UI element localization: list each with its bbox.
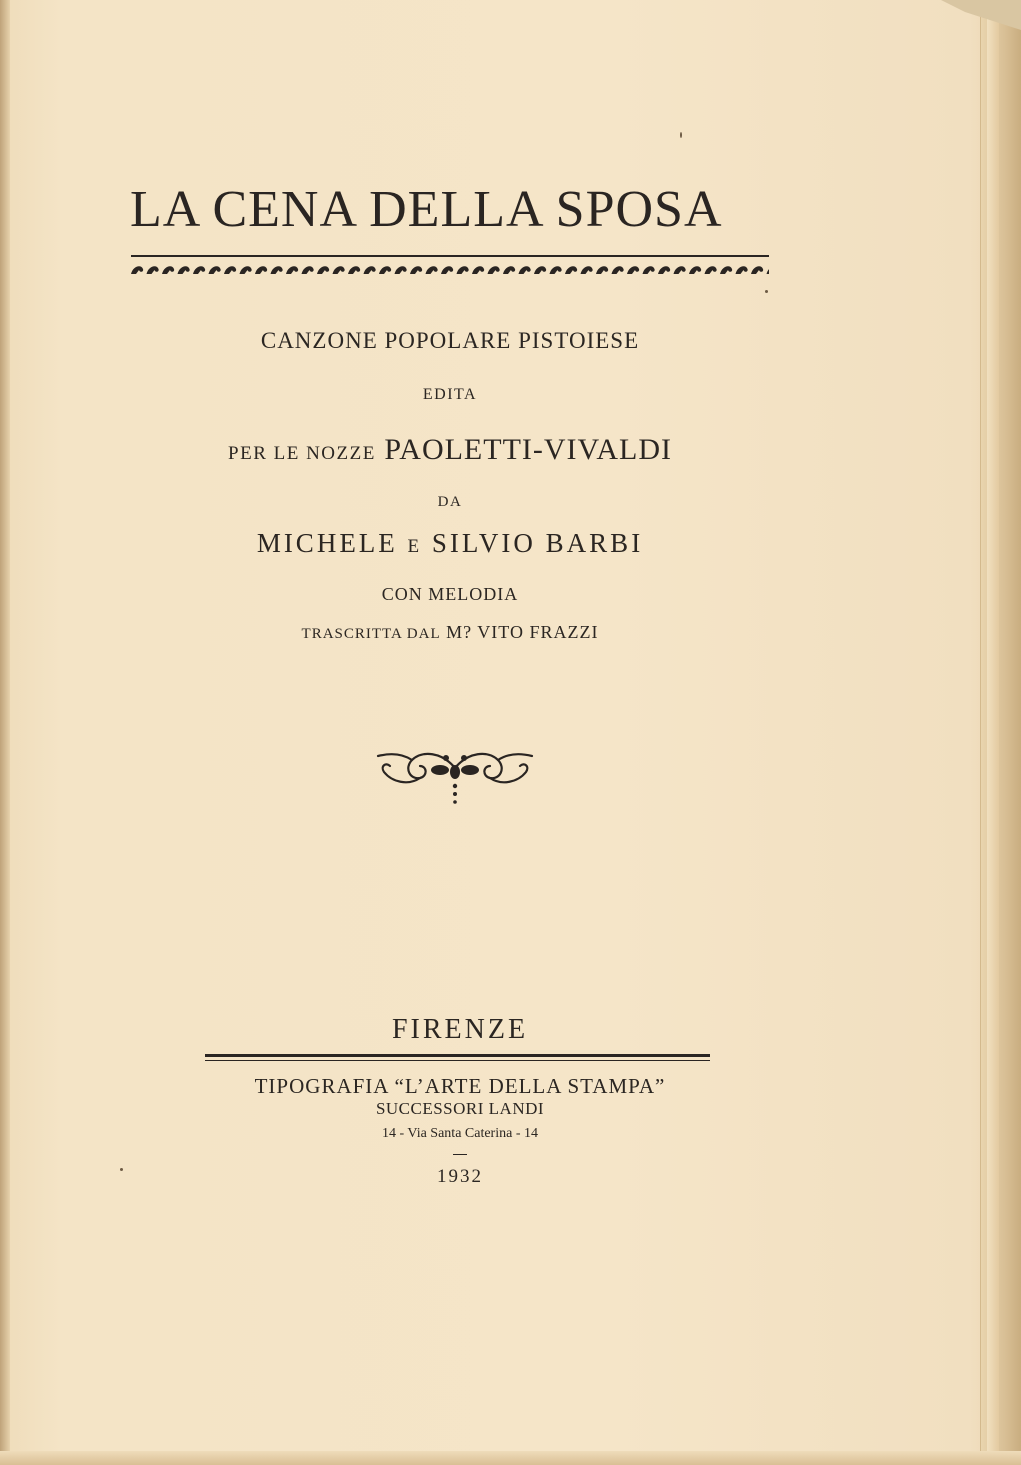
wave-motif <box>333 266 345 274</box>
year-line: 1932 <box>437 1166 483 1187</box>
year-separator <box>453 1154 467 1155</box>
wave-motif <box>348 266 360 274</box>
da-line: DA <box>437 494 463 510</box>
city-line: FIRENZE <box>391 1014 529 1045</box>
wave-motif <box>131 266 143 274</box>
wave-motif <box>472 266 484 274</box>
book-spine-edge <box>0 0 10 1465</box>
wave-motif <box>441 266 453 274</box>
page-edge-stack <box>980 0 1021 1465</box>
wave-motif <box>395 266 407 274</box>
wave-motif <box>488 266 500 274</box>
nozze-line <box>150 433 750 467</box>
wave-motif <box>596 266 608 274</box>
wave-motif <box>581 266 593 274</box>
title-rule <box>131 255 769 257</box>
wave-motif <box>550 266 562 274</box>
bottom-page-edge <box>0 1451 1021 1465</box>
wave-motif <box>643 266 655 274</box>
wave-motif <box>410 266 422 274</box>
wave-motif <box>519 266 531 274</box>
wave-motif <box>302 266 314 274</box>
wave-motif <box>364 266 376 274</box>
wave-motif <box>457 266 469 274</box>
publisher-line: TIPOGRAFIA “L’ARTE DELLA STAMPA” <box>254 1074 666 1098</box>
trascritta-line <box>150 622 750 643</box>
subtitle: CANZONE POPOLARE PISTOIESE <box>260 328 640 353</box>
melodia-line: CON MELODIA <box>381 584 519 604</box>
wave-motif <box>627 266 639 274</box>
wave-motif <box>240 266 252 274</box>
wave-motif <box>224 266 236 274</box>
wave-motif <box>147 266 159 274</box>
page-edge-inner <box>987 0 999 1465</box>
author-conjunction: E <box>407 536 423 557</box>
wave-motif <box>209 266 221 274</box>
page-title: LA CENA DELLA SPOSA <box>130 181 723 238</box>
wave-motif <box>286 266 298 274</box>
address-line: 14 - Via Santa Caterina - 14 <box>382 1126 538 1141</box>
wave-motif <box>612 266 624 274</box>
wave-border-ornament <box>131 262 769 276</box>
successors-line: SUCCESSORI LANDI <box>375 1099 545 1118</box>
wave-motif <box>379 266 391 274</box>
wave-motif <box>534 266 546 274</box>
nozze-prefix: PER LE NOZZE <box>228 443 376 464</box>
trascritta-prefix: TRASCRITTA DAL <box>301 626 441 642</box>
wave-motif <box>658 266 670 274</box>
wave-motif <box>767 266 770 274</box>
wave-motif <box>689 266 701 274</box>
wave-motif <box>255 266 267 274</box>
nozze-names: PAOLETTI-VIVALDI <box>384 433 672 466</box>
author-michele: MICHELE <box>256 528 398 558</box>
wave-motif <box>193 266 205 274</box>
wave-motif <box>736 266 748 274</box>
wave-motif <box>178 266 190 274</box>
author-silvio-barbi: SILVIO BARBI <box>431 528 644 558</box>
wave-motif <box>565 266 577 274</box>
edita-line: EDITA <box>422 386 478 403</box>
publisher-rule-thin <box>205 1060 710 1061</box>
wave-motif <box>426 266 438 274</box>
paper-speck <box>680 132 682 138</box>
paper-speck <box>765 290 768 293</box>
publisher-rule-thick <box>205 1054 710 1057</box>
wave-motif <box>317 266 329 274</box>
wave-motif <box>751 266 763 274</box>
wave-motif <box>162 266 174 274</box>
wave-motif <box>503 266 515 274</box>
authors-line <box>150 528 750 559</box>
wave-motif <box>720 266 732 274</box>
paper-speck <box>120 1168 123 1171</box>
wave-motif <box>674 266 686 274</box>
trascritta-name: M? VITO FRAZZI <box>446 622 599 642</box>
fleuron-ornament <box>372 742 538 812</box>
wave-motif <box>271 266 283 274</box>
wave-motif <box>705 266 717 274</box>
